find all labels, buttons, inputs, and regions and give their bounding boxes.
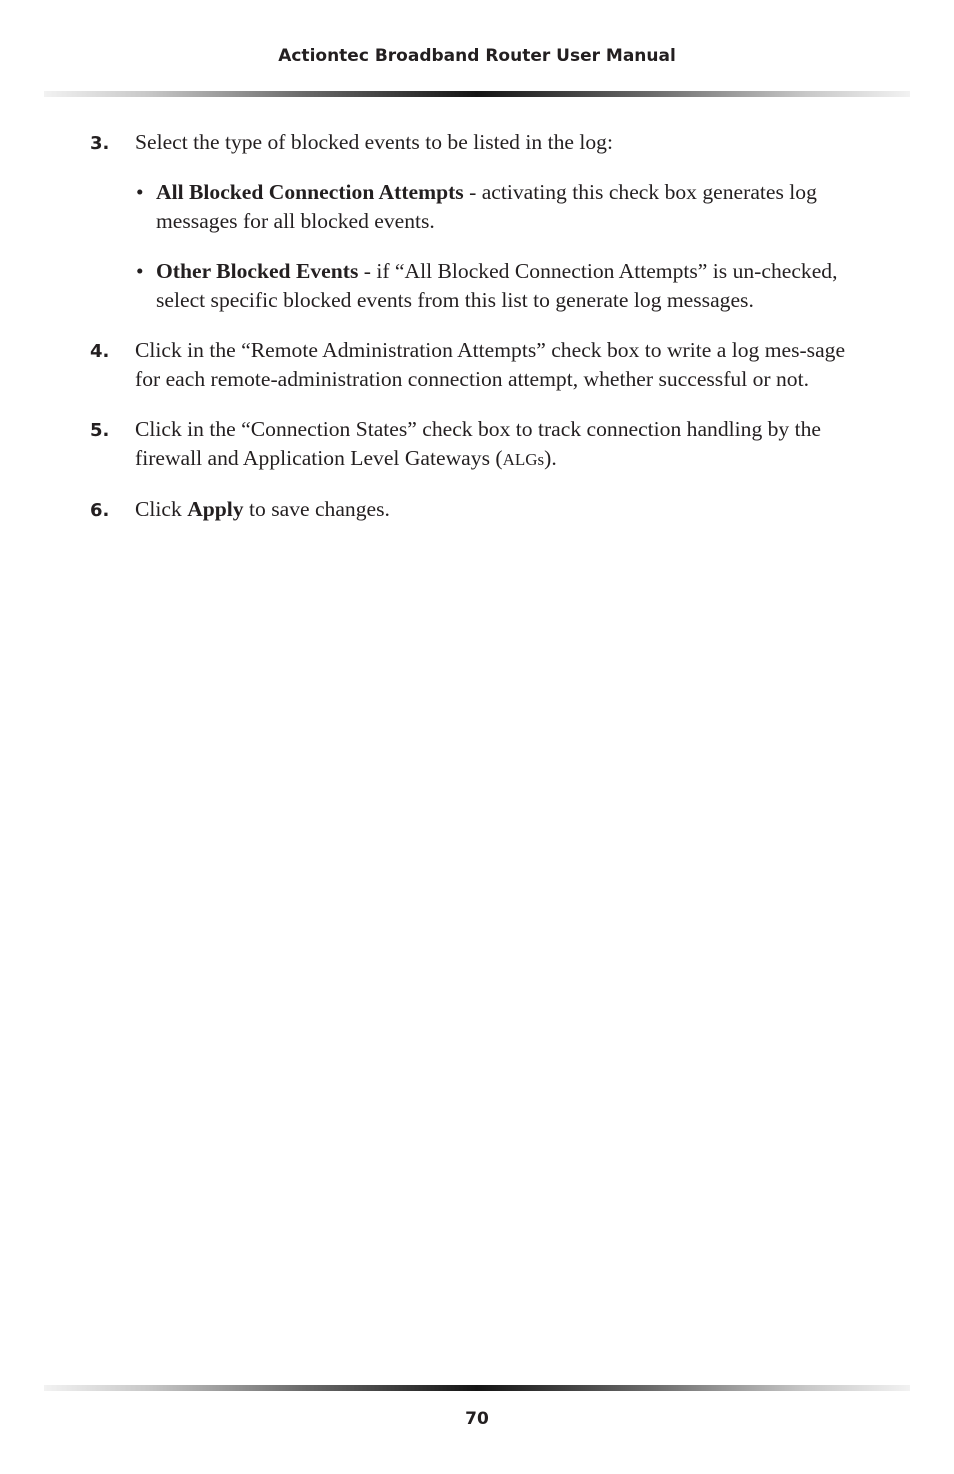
- page-number: 70: [465, 1409, 489, 1429]
- bullet-description: - activating this check box generates log messages for all blocked events.: [156, 180, 817, 233]
- step-text: [135, 495, 870, 524]
- step-5: [90, 415, 870, 474]
- step-text: [135, 415, 870, 474]
- step-text-end: to save changes.: [243, 497, 390, 521]
- bullet-icon: •: [136, 180, 144, 204]
- bullet-description: - if “All Blocked Connection Attempts” is un-checked, select specific blocked events from this list to generate log messages.: [156, 259, 838, 312]
- step-text: Select the type of blocked events to be listed in the log:: [135, 130, 613, 154]
- step-6: [90, 495, 870, 524]
- step-number: 4.: [90, 341, 110, 362]
- main-content: [90, 128, 870, 545]
- bullet-icon: •: [136, 259, 144, 283]
- list-item: [135, 257, 870, 315]
- step-3: [90, 128, 870, 315]
- step-number: 3.: [90, 133, 110, 154]
- blocked-events-list: [135, 178, 870, 315]
- footer-divider: [44, 1385, 910, 1391]
- step-4: [90, 336, 870, 394]
- step-number: 6.: [90, 500, 110, 521]
- page-header-title: Actiontec Broadband Router User Manual: [278, 46, 676, 66]
- step-number: 5.: [90, 420, 110, 441]
- bullet-term: Other Blocked Events: [156, 259, 359, 283]
- step-text: Click in the “Remote Administration Attempts” check box to write a log mes-sage for each remote-administration connection attempt, whether successful or not.: [135, 338, 846, 391]
- bullet-term: All Blocked Connection Attempts: [156, 180, 464, 204]
- list-item: [135, 178, 870, 236]
- step-text-end: ).: [544, 446, 557, 470]
- step-text-start: Click in the “Connection States” check box to track connection handling by the firewall and Application Level Gateways (: [135, 417, 822, 470]
- step-text-start: Click: [135, 497, 188, 521]
- header-divider: [44, 91, 910, 97]
- apply-term: Apply: [187, 497, 244, 521]
- acronym: ALGs: [502, 450, 545, 469]
